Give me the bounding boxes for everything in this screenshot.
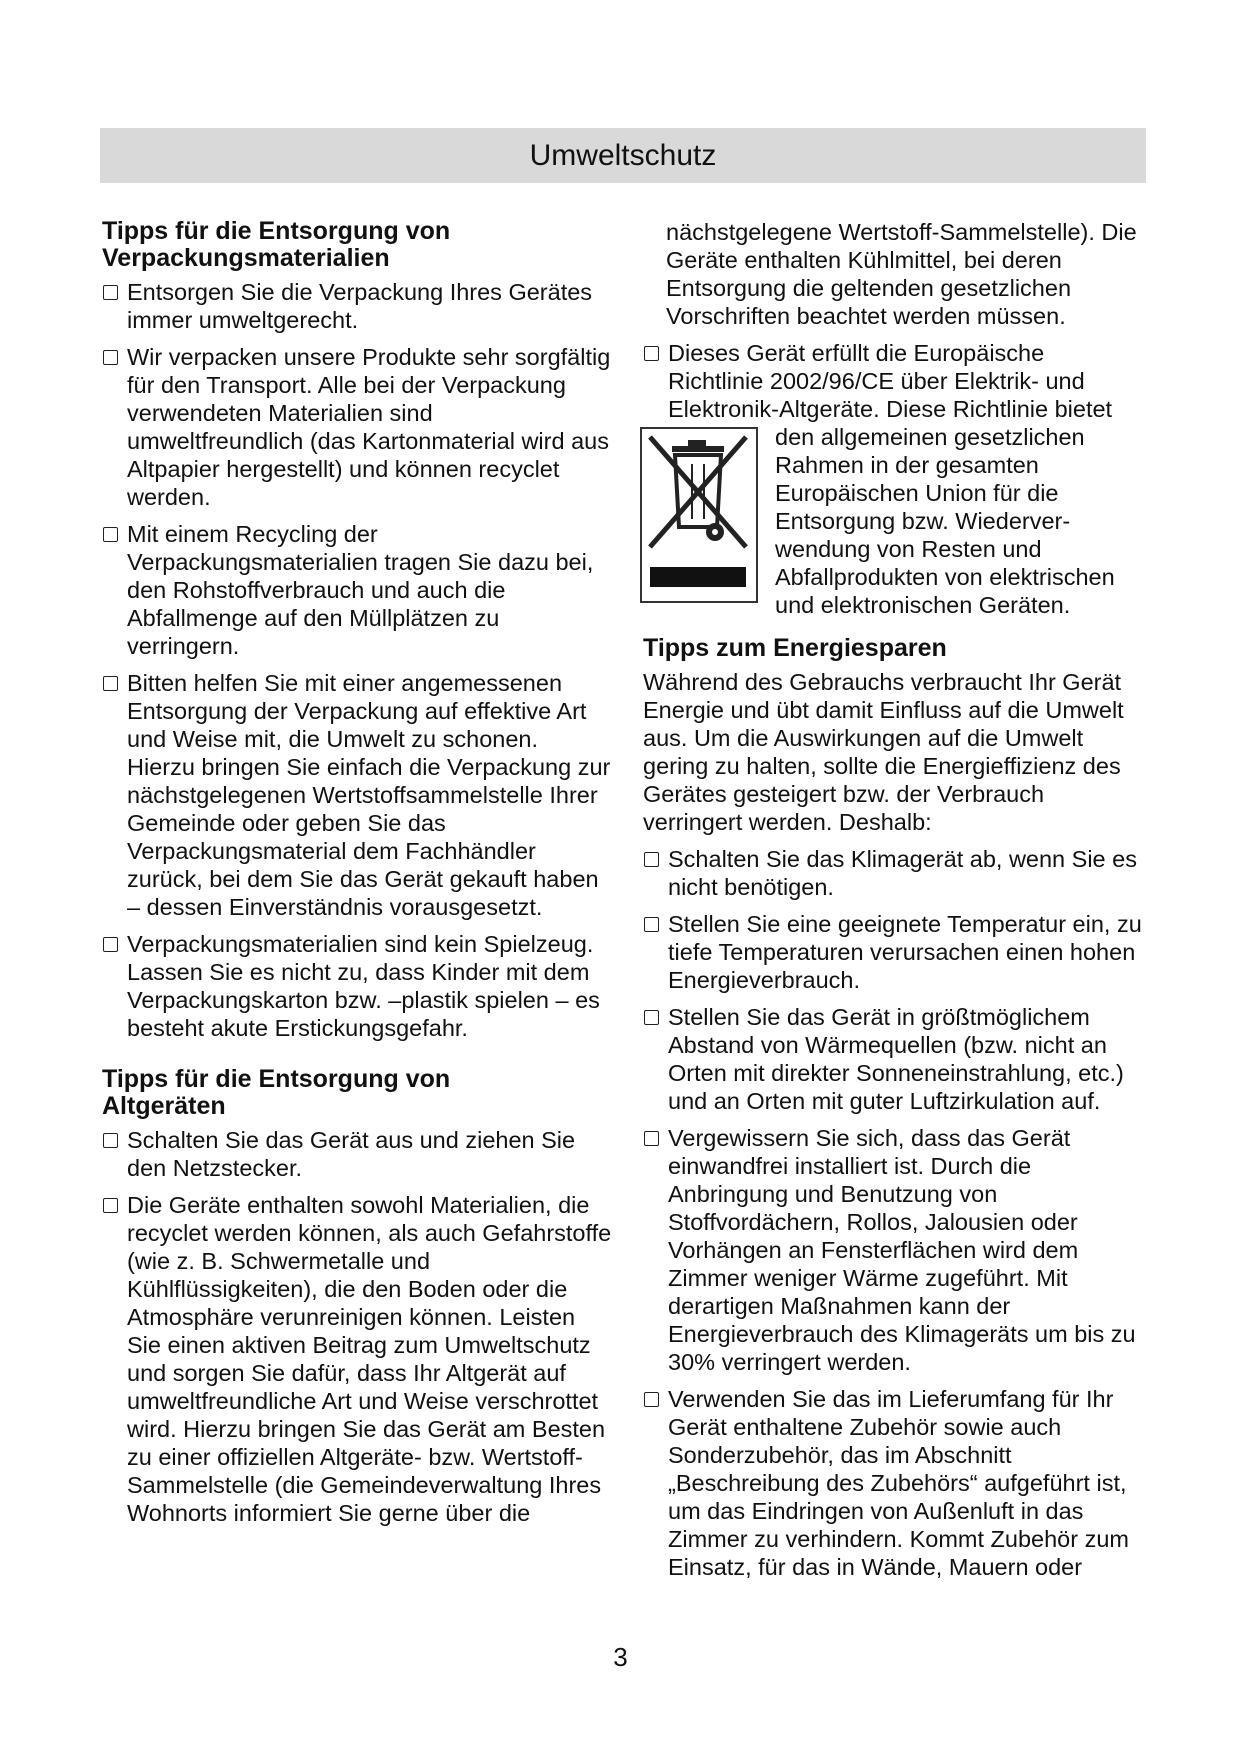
heading-line: Verpackungsmaterialien (102, 244, 390, 272)
list-item (643, 910, 1143, 994)
checkbox-square-icon (644, 852, 659, 867)
checkbox-square-icon (644, 1010, 659, 1025)
list-item (643, 1385, 1143, 1581)
list-item-text: Verwenden Sie das im Lieferumfang für Ihr Gerät enthaltene Zubehör sowie auch Sonderzubehör, das im Abschnitt „Beschreibung des Zubehörs“ aufgeführt ist, um das Eindringen von Außenluft in das Zimmer zu verhindern. Kommt Zubehör zum Einsatz, für das in Wände, Mauern oder (668, 1386, 1130, 1580)
list-item-text: Die Geräte enthalten sowohl Materialien, die recyclet werden können, als auch Gefahrstoffe (wie z. B. Schwermetalle und Kühlflüssigkeiten), die den Boden oder die Atmosphäre verunreinigen können. Leisten Sie einen aktiven Beitrag zum Umweltschutz und sorgen Sie dafür, dass Ihr Altgerät auf umweltfreundliche Art und Weise verschrottet wird. Hierzu bringen Sie das Gerät am Besten zu einer offiziellen Altgeräte- bzw. Wertstoff-Sammelstelle (die Gemeindeverwaltung Ihres Wohnorts informiert Sie gerne über die (127, 1192, 612, 1526)
left-column (102, 218, 612, 1536)
section-heading-old-appliances (102, 1066, 612, 1120)
list-item (643, 1003, 1143, 1115)
section-heading-energy: Tipps zum Energiesparen (643, 634, 947, 662)
list-item-text: Wir verpacken unsere Produkte sehr sorgfältig für den Transport. Alle bei der Verpackung verwendeten Materialien sind umweltfreundlich (das Kartonmaterial wird aus Altpapier hergestellt) und können recyclet werden. (127, 344, 611, 510)
checkbox-square-icon (103, 350, 118, 365)
list-item-text: Schalten Sie das Klimagerät ab, wenn Sie es nicht benötigen. (668, 846, 1137, 900)
heading-line: Altgeräten (102, 1092, 226, 1120)
energy-intro: Während des Gebrauchs verbraucht Ihr Gerät Energie und übt damit Einfluss auf die Umwelt aus. Um die Auswirkungen auf die Umwelt gering zu halten, sollte die Energieffizienz des Gerätes gesteigert bzw. der Verbrauch verringert werden. Deshalb: (643, 669, 1124, 835)
checkbox-square-icon (103, 1198, 118, 1213)
heading-line: Tipps für die Entsorgung von (102, 1065, 451, 1093)
list-item (102, 930, 612, 1042)
list-item-text: Bitten helfen Sie mit einer angemessenen Entsorgung der Verpackung auf effektive Art und Weise mit, die Umwelt zu schonen. Hierzu bringen Sie einfach die Verpackung zur nächstgelegenen Wertstoffsammelstelle Ihrer Gemeinde oder geben Sie das Verpackungsmaterial dem Fachhändler zurück, bei dem Sie das Gerät gekauft haben – dessen Einverständnis vorausgesetzt. (127, 670, 611, 920)
weee-symbol (642, 429, 756, 601)
list-item (102, 343, 612, 511)
heading-line: Tipps für die Entsorgung von (102, 217, 451, 245)
checkbox-square-icon (103, 527, 118, 542)
checkbox-square-icon (103, 1133, 118, 1148)
checkbox-square-icon (103, 285, 118, 300)
list-item (102, 669, 612, 921)
list-item-text: Mit einem Recycling der Verpackungsmaterialien tragen Sie dazu bei, den Rohstoffverbrauch und auch die Abfallmenge auf den Müllplätzen zu verringern. (127, 521, 594, 659)
checkbox-square-icon (644, 346, 659, 361)
list-item (102, 278, 612, 334)
page-number: 3 (613, 1642, 628, 1672)
list-item-text: Vergewissern Sie sich, dass das Gerät einwandfrei installiert ist. Durch die Anbringung und Benutzung von Stoffvordächern, Rollos, Jalousien oder Vorhängen an Fensterflächen wird dem Zimmer weniger Wärme zugeführt. Mit derartigen Maßnahmen kann der Energieverbrauch des Klimageräts um bis zu 30% verringert werden. (668, 1125, 1136, 1375)
checkbox-square-icon (103, 676, 118, 691)
list-item (102, 520, 612, 660)
checkbox-square-icon (644, 917, 659, 932)
list-item (643, 845, 1143, 901)
list-item-weee (643, 339, 1143, 423)
continued-text: nächstgelegene Wertstoff-Sammelstelle). Die Geräte enthalten Kühlmittel, bei deren Entsorgung die geltenden gesetzlichen Vorschriften beachtet werden müssen. (666, 219, 1137, 329)
checkbox-square-icon (644, 1131, 659, 1146)
list-item-text: Stellen Sie das Gerät in größtmöglichem Abstand von Wärmequellen (bzw. nicht an Orten mit direkter Sonneneinstrahlung, etc.) und an Orten mit guter Luftzirkulation auf. (668, 1004, 1124, 1114)
list-item-text: Schalten Sie das Gerät aus und ziehen Sie den Netzstecker. (127, 1127, 576, 1181)
list-item (102, 1126, 612, 1182)
crossed-out-wheelie-bin-icon (640, 427, 758, 603)
section-heading-packaging (102, 218, 612, 272)
list-item-text: Dieses Gerät erfüllt die Europäische Richtlinie 2002/96/CE über Elektrik- und Elektronik-Altgeräte. Diese Richtlinie bietet (668, 340, 1113, 422)
checkbox-square-icon (644, 1392, 659, 1407)
right-column (643, 218, 1143, 1590)
list-item-text: Entsorgen Sie die Verpackung Ihres Gerätes immer umweltgerecht. (127, 279, 593, 333)
page-title: Umweltschutz (100, 128, 1146, 183)
weee-block (643, 423, 1143, 619)
list-item (643, 1124, 1143, 1376)
list-item-text: Verpackungsmaterialien sind kein Spielzeug. Lassen Sie es nicht zu, dass Kinder mit dem Verpackungskarton bzw. –plastik spielen – es besteht akute Erstickungsgefahr. (127, 931, 600, 1041)
list-item (102, 1191, 612, 1527)
weee-text: den allgemeinen gesetzlichen Rahmen in der gesamten Europäischen Union für die Entsorgung bzw. Wiederver-wendung von Resten und Abfallprodukten von elektrischen und elektronischen Geräten. (775, 424, 1115, 618)
list-item-text: Stellen Sie eine geeignete Temperatur ein, zu tiefe Temperaturen verursachen einen hohen Energieverbrauch. (668, 911, 1142, 993)
checkbox-square-icon (103, 937, 118, 952)
